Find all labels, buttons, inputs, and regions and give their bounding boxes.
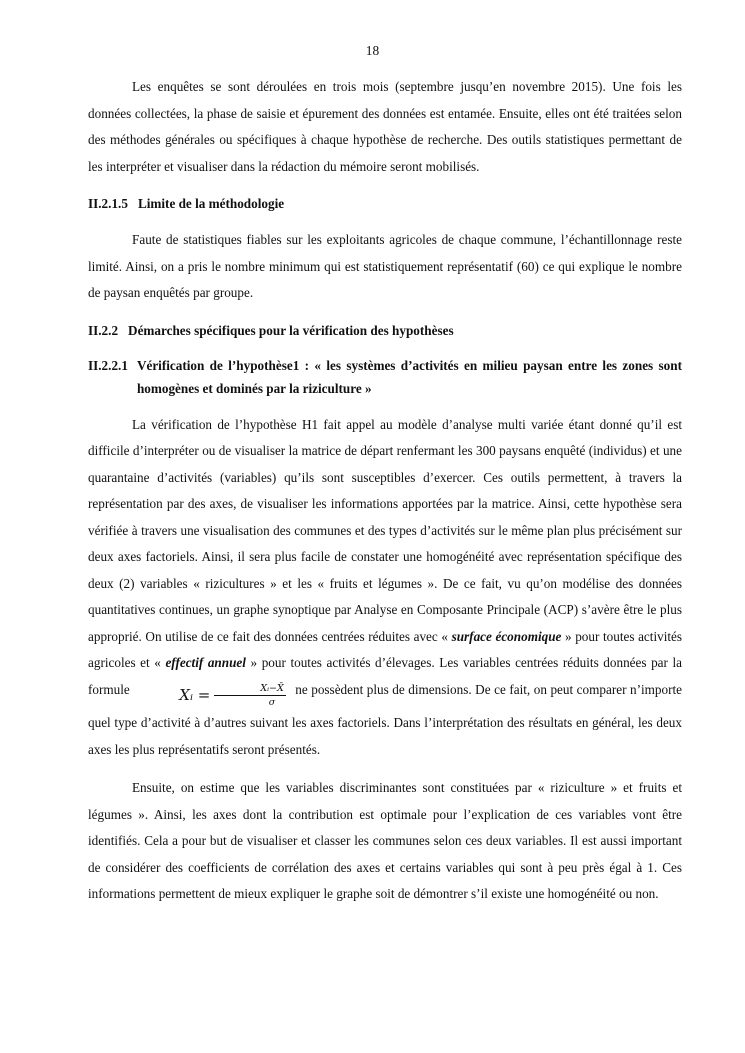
formula-denominator: σ (268, 696, 276, 708)
text-run: » pour toutes activités agricoles et « (88, 628, 683, 670)
heading-limite-methodologie (88, 192, 682, 215)
text-run: » pour toutes activités d’élevages. Les variables centrées réduits données par la formule (88, 655, 683, 697)
paragraph-survey-period: Les enquêtes se sont déroulées en trois mois (septembre jusqu’en novembre 2015). Une fois les données collectées, la phase de saisie et épurement des données est entamée. Ensuite, elles ont été traitées selon des méthodes générales ou spécifiques à chaque hypothèse de recherche. Des outils statistiques permettant de les interpréter et visualiser dans la rédaction du mémoire seront mobilisés. (88, 79, 682, 174)
emphasis-effectif-annuel: effectif annuel (165, 655, 246, 670)
heading-demarches-specifiques (88, 319, 682, 342)
paragraph-verification-h1 (88, 412, 682, 764)
text-run: La vérification de l’hypothèse H1 fait appel au modèle d’analyse multi variée étant donné qu’il est difficile d’interpréter ou de visualiser la matrice de départ renfermant les 300 paysans enquêté (individus) et une quarantaine d’activités (variables) qu’ils sont susceptibles d’exercer. Ces outils permettent, à travers la représentation par des axes, de visualiser les informations apportées par la matrice. Ainsi, cette hypothèse sera vérifiée à travers une visualisation des communes et des types d’activités sur le même plan plus précisément sur deux axes factoriels. Ainsi, il sera plus facile de constater une homogénéité avec représentation spécifique des deux (2) variables « rizicultures » et les « fruits et légumes ». De ce fait, vu qu’on modélise des données quantitatives continues, un graphe synoptique par Analyse en Composante Principale (ACP) s’avère être le plus approprié. On utilise de ce fait des données centrées réduites avec « (88, 416, 682, 644)
heading-number: II.2.2.1 (88, 357, 128, 373)
heading-title: Démarches spécifiques pour la vérification des hypothèses (128, 322, 454, 338)
heading-number: II.2.2 (88, 322, 119, 338)
heading-number: II.2.1.5 (88, 196, 128, 211)
heading-title: Limite de la méthodologie (137, 196, 285, 211)
formula-lhs: Xᵢ = (179, 685, 211, 704)
page-content (88, 74, 682, 920)
heading-verification-hypothese1 (88, 354, 682, 400)
formula-fraction (214, 683, 285, 708)
emphasis-surface-economique: surface économique (451, 628, 562, 644)
heading-title: Vérification de l’hypothèse1 : « les systèmes d’activités en milieu paysan entre les zones sont homogènes et dominés par la riziculture » (136, 357, 682, 396)
formula-centered-reduced (135, 682, 285, 711)
paragraph-variables-discriminantes: Ensuite, on estime que les variables discriminantes sont constituées par « riziculture » et fruits et légumes ». Ainsi, les axes dont la contribution est optimale pour l’explication de ces variables vont être identifiés. Cela a pour but de visualiser et classer les communes selon ces deux variables. Il est aussi important de considérer des coefficients de corrélation des axes et certains variables qui sont à peu près égal à 1. Ces informations permettent de mieux expliquer le graphe soit de démontrer s’il existe une homogénéité ou non. (88, 780, 682, 901)
formula-numerator: Xᵢ−X̄ (214, 683, 285, 696)
paragraph-limite: Faute de statistiques fiables sur les exploitants agricoles de chaque commune, l’échantillonnage reste limité. Ainsi, on a pris le nombre minimum qui est statistiquement représentatif (60) ce qui explique le nombre de paysan enquêtés par groupe. (88, 232, 682, 300)
page-number: 18 (365, 43, 380, 58)
text-run: ne possèdent plus de dimensions. De ce fait, on peut comparer n’importe quel type d’activité à d’autres suivant les axes factoriels. Dans l’interprétation des résultats en général, les deux axes les plus représentatifs seront présentés. (88, 681, 682, 757)
